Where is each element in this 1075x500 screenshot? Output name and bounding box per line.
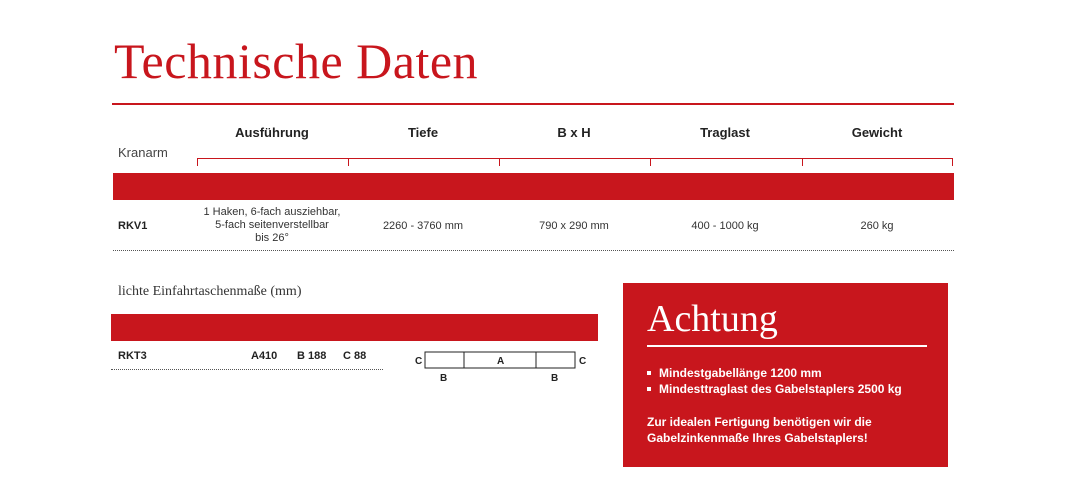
warning-title: Achtung — [647, 298, 778, 340]
page-title: Technische Daten — [114, 33, 479, 89]
column-bracket — [197, 158, 348, 166]
row-label: RKT3 — [118, 350, 147, 362]
dimension-c: C 88 — [343, 350, 367, 362]
right-pocket — [536, 352, 575, 368]
column-bracket — [348, 158, 499, 166]
label-c-right: C — [579, 356, 587, 367]
cell-bxh: 790 x 290 mm — [539, 220, 609, 232]
label-a: A — [497, 356, 505, 367]
column-header-traglast: Traglast — [700, 125, 750, 140]
cell-ausfuehrung-line: 1 Haken, 6-fach ausziehbar, — [203, 206, 341, 218]
cell-ausfuehrung-line: 5-fach seitenverstellbar — [215, 219, 329, 231]
row-divider — [113, 250, 954, 251]
cell-tiefe: 2260 - 3760 mm — [382, 220, 464, 232]
cell-traglast: 400 - 1000 kg — [691, 220, 759, 232]
table-header-band — [113, 173, 954, 200]
column-bracket — [499, 158, 650, 166]
column-header-gewicht: Gewicht — [851, 125, 903, 140]
left-pocket — [425, 352, 464, 368]
row-divider — [111, 369, 383, 370]
dimension-b: B 188 — [297, 350, 327, 362]
cell-gewicht: 260 kg — [860, 220, 894, 232]
title-divider — [112, 103, 954, 105]
warning-list — [647, 365, 902, 397]
cell-ausfuehrung-line: bis 26° — [255, 232, 289, 244]
warning-note: Zur idealen Fertigung benötigen wir die Gabelzinkenmaße Ihres Gabelstaplers! — [647, 415, 872, 445]
column-bracket — [650, 158, 802, 166]
fork-pocket-diagram — [405, 344, 595, 386]
dimension-a: A410 — [251, 350, 278, 362]
cell-ausfuehrung — [197, 206, 347, 245]
section-title: lichte Einfahrtaschenmaße (mm) — [118, 284, 302, 299]
label-c-left: C — [415, 356, 423, 367]
column-header-tiefe: Tiefe — [407, 125, 439, 140]
label-b-right: B — [551, 373, 559, 384]
warning-list-item: Mindestgabellänge 1200 mm — [647, 365, 902, 381]
label-b-left: B — [440, 373, 448, 384]
column-header-bxh: B x H — [557, 125, 591, 140]
row-header-label: Kranarm — [118, 145, 168, 160]
warning-divider — [647, 345, 927, 347]
column-header-ausfuehrung: Ausführung — [235, 125, 309, 140]
column-bracket — [802, 158, 953, 166]
warning-list-item: Mindesttraglast des Gabelstaplers 2500 kg — [647, 381, 902, 397]
warning-box — [623, 283, 948, 467]
section-header-band — [111, 314, 598, 341]
row-label: RKV1 — [118, 220, 148, 232]
